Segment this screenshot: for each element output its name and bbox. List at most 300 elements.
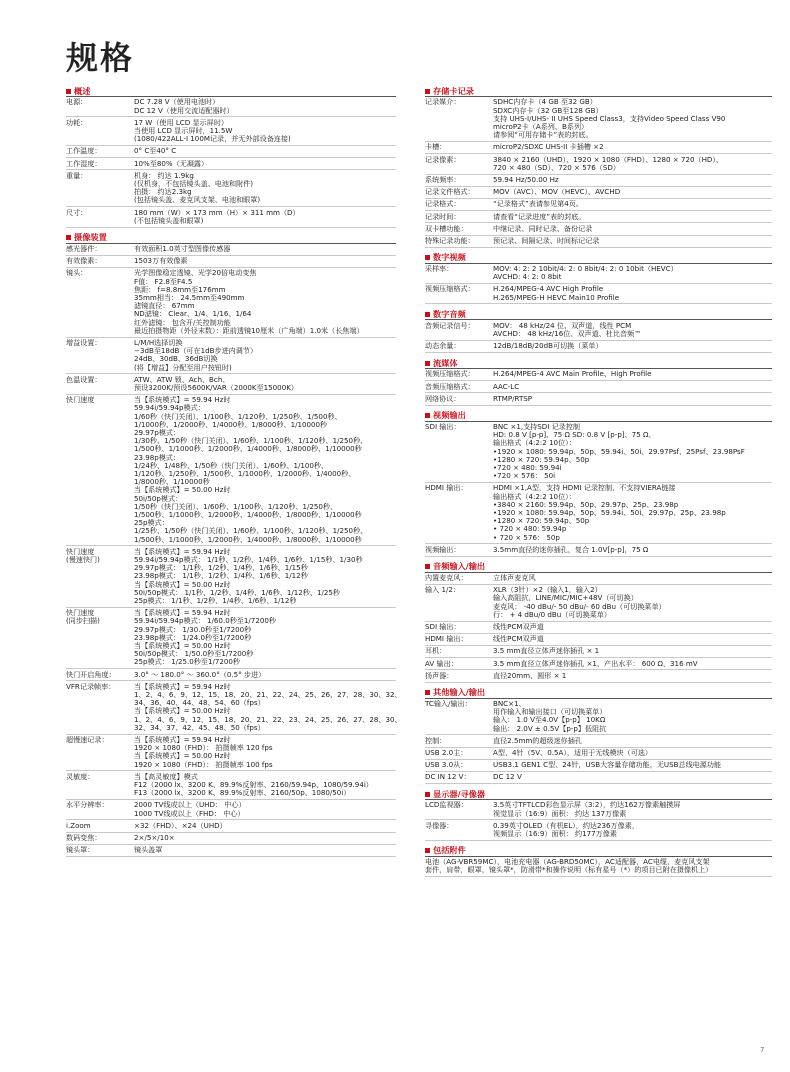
spec-value-line: H.264/MPEG-4 AVC Main Profile、High Profile: [493, 369, 652, 379]
spec-label: 网络协议：: [425, 393, 461, 403]
spec-value: [493, 737, 772, 745]
spec-row: [425, 735, 772, 747]
spec-value-line: ND滤镜： Clear、1/4、1/16、1/64: [134, 309, 252, 319]
spec-value-line: BNC×1、: [493, 698, 526, 708]
spec-row: [425, 622, 772, 634]
section-title: [425, 562, 772, 573]
spec-label: 特殊记录功能：: [425, 235, 475, 245]
spec-value-line: 1/1000秒、1/2000秒、1/4000秒、1/8000秒、1/10000秒: [134, 419, 328, 429]
spec-value-line: •720 × 576： 50i: [493, 471, 556, 481]
page-number: 7: [760, 1046, 765, 1054]
spec-label: 采样率：: [425, 264, 454, 274]
section-title: [425, 789, 772, 800]
spec-value-line: 29.97p模式： 1/1秒、1/2秒、1/4秒、1/6秒、1/15秒: [134, 563, 308, 573]
spec-value-line: 25p模式： 1/25.0秒至1/7200秒: [134, 657, 241, 667]
spec-value: [134, 339, 396, 372]
spec-label: 有效像素：: [66, 256, 102, 266]
spec-section: [425, 688, 772, 785]
spec-value: [134, 257, 396, 265]
spec-value-line: • 720 × 576： 50p: [493, 532, 560, 542]
spec-section: [425, 358, 772, 406]
spec-value: [493, 285, 772, 301]
spec-value-line: 视频显示（16:9）面积： 约177万像素: [493, 829, 617, 839]
spec-value: [134, 160, 396, 168]
spec-value-line: •1280 × 720: 59.94p、50p: [493, 516, 590, 526]
spec-value-line: 中继记录、同时记录、备份记录: [493, 223, 593, 233]
spec-value: [493, 700, 772, 733]
spec-value-line: XLR（3针）×2（输入1，输入2）: [493, 585, 602, 595]
spec-label: USB 2.0主：: [425, 747, 468, 757]
spec-value-line: microP2卡（A系列、B系列）: [493, 122, 589, 131]
spec-value-line: 当【系统模式】= 59.94 Hz时: [134, 395, 231, 405]
spec-row: [425, 393, 772, 405]
spec-value: [134, 773, 396, 798]
spec-value-line: 23.98p模式：: [134, 452, 181, 462]
spec-value: [493, 156, 772, 172]
spec-value-line: AAC-LC: [493, 381, 520, 391]
section-marker-icon: [425, 564, 430, 569]
section-marker-icon: [425, 792, 430, 797]
spec-value: [493, 188, 772, 196]
section-marker-icon: [425, 255, 430, 260]
section-marker-icon: [66, 89, 71, 94]
spec-row: [425, 634, 772, 646]
spec-value-line: DC 12 V（使用交流适配器时）: [134, 105, 234, 115]
spec-value-line: 立体声麦克风: [493, 573, 536, 583]
spec-value-line: 1/30秒、1/50秒（快门关闭）、1/60秒、1/100秒、1/120秒、1/250秒、: [134, 436, 368, 446]
spec-label: 记录文件格式：: [425, 187, 475, 197]
spec-value-line: 当【系统模式】= 50.00 Hz时: [134, 579, 231, 589]
spec-label: 感光器件：: [66, 243, 102, 253]
spec-value-line: 2000 TV线或以上（UHD： 中心）: [134, 800, 246, 810]
spec-value-line: 1、2、4、6、9、12、15、18、20、21、22、23、24、25、26、27、28、30、: [134, 714, 402, 724]
spec-row: [425, 97, 772, 142]
spec-value-line: 1/500秒、1/1000秒、1/2000秒、1/4000秒、1/8000秒、1/10000秒: [134, 509, 362, 519]
spec-label: i.Zoom: [66, 820, 91, 830]
spec-value-line: ×32（FHD）、×24（UHD）: [134, 820, 227, 830]
spec-section: [66, 232, 402, 857]
spec-row: [66, 146, 396, 158]
spec-value: [493, 635, 772, 643]
spec-row: [425, 800, 772, 820]
section-title-text: 音频输入/输出: [433, 561, 486, 572]
spec-value-line: A型、4针（5V、0.5A），适用于无线模块（可选）: [493, 747, 653, 757]
spec-section: [425, 253, 772, 305]
spec-value-line: 34、36、40、44、48、54、60（fps）: [134, 698, 265, 708]
spec-value: [134, 671, 396, 679]
spec-value-line: 当【系统模式】= 59.94 Hz时: [134, 546, 231, 556]
spec-value-line: 59.94i/59.94p模式： 1/1秒、1/2秒、1/4秒、1/6秒、1/15秒、1/30秒: [134, 554, 363, 564]
spec-label: 尺寸：: [66, 207, 88, 217]
spec-value: [493, 761, 772, 769]
spec-value-line: (将【增益】分配至用户按钮时): [134, 362, 232, 372]
spec-label: 电源：: [66, 97, 88, 107]
spec-label: 镜头：: [66, 268, 88, 278]
spec-row: [66, 97, 396, 117]
spec-value-line: 1/120秒、1/250秒、1/500秒、1/1000秒、1/2000秒、1/4000秒、: [134, 468, 356, 478]
spec-value-line: 最近拍摄物距（外径末数）：距前透镜10厘米（广角端）1.0米（长焦端）: [134, 325, 364, 335]
spec-row: [66, 771, 396, 800]
spec-value-line: (包括镜头盖、麦克风支架、电池和眼罩): [134, 195, 261, 205]
spec-value-line: 焦距： f=8.8mm至176mm: [134, 284, 226, 294]
spec-value-line: −3dB至18dB（可在1dB步进内调节）: [134, 346, 258, 356]
spec-label: 超慢速记录：: [66, 734, 109, 744]
section-title: [425, 309, 772, 320]
spec-row: [425, 646, 772, 658]
spec-value-line: F13（2000 lx、3200 K、89.9%反射率、2160/50p、1080/50i）: [134, 788, 351, 798]
spec-value-line: HDMI ×1,A型，支持 HDMI 记录控制，不支持VIERA链接: [493, 483, 676, 493]
spec-row: [66, 845, 396, 857]
spec-row: [425, 422, 772, 483]
spec-value: [425, 858, 772, 874]
spec-row: [66, 374, 396, 394]
spec-label: TC输入/输出：: [425, 698, 472, 708]
spec-label: 快门开启角度：: [66, 669, 116, 679]
spec-row: [425, 670, 772, 682]
spec-value-line: 输入高阻抗，LINE/MIC/MIC+48V（可切换）: [493, 593, 638, 603]
spec-value: [493, 423, 772, 480]
spec-value: [493, 200, 772, 208]
spec-row: [425, 820, 772, 840]
spec-label: 视频压缩格式：: [425, 369, 475, 379]
spec-value-line: 输出： 2.0V ± 0.5V【p-p】低阻抗: [493, 723, 607, 733]
spec-row: [66, 170, 396, 207]
spec-value: [493, 660, 772, 668]
spec-value: [493, 773, 772, 781]
spec-row: [66, 820, 396, 832]
spec-label: 工作温度：: [66, 146, 102, 156]
spec-value-line: 滤镜直径： 67mm: [134, 301, 195, 311]
spec-value: [493, 176, 772, 184]
spec-value: [493, 383, 772, 391]
spec-row: [425, 772, 772, 784]
spec-value: [134, 245, 396, 253]
spec-value-line: 预设3200K/预设5600K/VAR（2000K至15000K）: [134, 382, 298, 392]
spec-value-line: 1/500秒、1/1000秒、1/2000秒、1/4000秒、1/8000秒、1/10000秒: [134, 444, 362, 454]
spec-value-line: microP2/SDXC UHS-II 卡插槽 ×2: [493, 142, 604, 152]
spec-value-line: •720 × 480: 59.94i: [493, 463, 562, 473]
spec-value-line: 请查看“记录进度”表的封底。: [493, 211, 586, 221]
spec-value: [493, 647, 772, 655]
spec-value-line: 输入： 1.0 V至4.0V【p-p】 10KΩ: [493, 715, 606, 725]
spec-section: [425, 309, 772, 353]
spec-value-line: 拍摄： 约达2.3kg: [134, 187, 192, 197]
spec-section: [425, 562, 772, 683]
spec-value: [493, 225, 772, 233]
spec-value-line: H.265/MPEG-H HEVC Main10 Profile: [493, 292, 620, 302]
spec-value: [134, 548, 396, 605]
spec-value-line: AVCHD： 48 kHz/16位、双声道、杜比音频™: [493, 329, 642, 339]
spec-label: 寻像器：: [425, 820, 454, 830]
spec-label: SDI 输出：: [425, 622, 461, 631]
spec-value-line: • 720 × 480: 59.94p: [493, 524, 567, 534]
spec-row: [425, 857, 772, 877]
spec-row: [425, 658, 772, 670]
spec-value-line: (1080/422ALL-I 100M记录，并无外部设备连接): [134, 134, 291, 144]
spec-label: DC IN 12 V：: [425, 772, 471, 782]
spec-value: [134, 98, 396, 114]
spec-value-line: 3840 × 2160（UHD）、1920 × 1080（FHD）、1280 × 720（HD）、: [493, 154, 724, 164]
spec-value-line: RTMP/RTSP: [493, 393, 533, 403]
spec-value: [134, 119, 396, 144]
spec-value-line: 支持 UHS-I/UHS- II UHS Speed Class3，支持Video Speed Class V90: [493, 113, 726, 123]
spec-row: [66, 800, 396, 820]
spec-value-line: 1920 × 1080（FHD）： 拍摄帧率 100 fps: [134, 759, 273, 769]
spec-row: [66, 117, 396, 146]
spec-value: [134, 822, 396, 830]
spec-value-line: 50i/50p模式：: [134, 493, 183, 503]
spec-label: 快门速度: [66, 395, 95, 405]
spec-label: 系统频率：: [425, 174, 461, 184]
section-title-text: 显示器/寻像器: [433, 788, 486, 799]
spec-value-line: 29.97p模式： 1/30.0秒至1/7200秒: [134, 624, 252, 634]
spec-value-line: 50i/50p模式： 1/1秒、1/2秒、1/4秒、1/6秒、1/12秒、1/25秒: [134, 587, 341, 597]
spec-row: [66, 268, 396, 338]
spec-value-line: 3.5英寸TFTLCD彩色显示屏（3:2），约达162万像素触摸屏: [493, 800, 681, 810]
spec-value-line: SDXC内存卡（32 GB至128 GB）: [493, 105, 603, 115]
section-title-text: 流媒体: [433, 357, 458, 368]
spec-value: [493, 342, 772, 350]
spec-value-line: 1/60秒（快门关闭）、1/100秒、1/120秒、1/250秒、1/500秒、: [134, 411, 342, 421]
spec-value-line: 镜头盖罩: [134, 845, 163, 855]
spec-value: [134, 736, 396, 769]
section-marker-icon: [425, 413, 430, 418]
spec-value: [134, 834, 396, 842]
spec-row: [425, 483, 772, 544]
spec-label: 视频输出：: [425, 544, 461, 554]
spec-value: [134, 846, 396, 854]
spec-value-line: AVCHD: 4: 2: 0 8bit: [493, 272, 562, 282]
section-title: [425, 253, 772, 264]
spec-row: [66, 669, 396, 681]
spec-row: [425, 341, 772, 353]
spec-label: 输入 1/2：: [425, 585, 460, 595]
spec-value: [134, 609, 396, 666]
section-title-text: 存储卡记录: [433, 85, 474, 96]
section-title: [425, 86, 772, 97]
spec-value-line: 麦克风： -40 dBu/- 50 dBu/- 60 dBu（可切换菜单）: [493, 601, 666, 611]
spec-value-line: 0.39英寸OLED（有机EL），约达236万像素，: [493, 820, 639, 830]
spec-label: HDMI 输出：: [425, 634, 468, 644]
spec-label: 快门速度 (同步扫描): [66, 608, 100, 626]
spec-value-line: 10%至80%（无凝露）: [134, 158, 209, 168]
spec-row: [66, 244, 396, 256]
spec-value-line: •3840 × 2160: 59.94p、50p、29.97p、25p、23.98p: [493, 499, 679, 509]
spec-value: [493, 213, 772, 221]
spec-value-line: 59.94 Hz/50.00 Hz: [493, 174, 559, 184]
spec-value-line: 红外滤镜： 包含开/关控制功能: [134, 317, 231, 327]
spec-value-line: 线性PCM双声道: [493, 634, 544, 644]
spec-value-line: 12dB/18dB/20dB可切换（菜单）: [493, 341, 603, 351]
spec-value-line: 1/50秒（快门关闭）、1/60秒、1/100秒、1/120秒、1/250秒、: [134, 501, 338, 511]
spec-label: 动态余量：: [425, 341, 461, 351]
spec-label: 音频记录信号：: [425, 320, 475, 330]
spec-label: 音频压缩格式：: [425, 381, 475, 391]
spec-label: HDMI 输出：: [425, 483, 468, 493]
spec-value-line: (仅机身，不包括镜头盖、电池和附件): [134, 178, 254, 188]
spec-value: [493, 574, 772, 582]
spec-value-line: 23.98p模式： 1/1秒、1/2秒、1/4秒、1/6秒、1/12秒: [134, 571, 308, 581]
spec-label: 双卡槽功能：: [425, 223, 468, 233]
spec-value-line: USB3.1 GEN1 C型、24针，USB大容量存储功能，无USB总线电源功能: [493, 760, 722, 770]
spec-value-line: 1920 × 1080（FHD）： 拍摄帧率 120 fps: [134, 743, 273, 753]
spec-row: [425, 187, 772, 199]
section-marker-icon: [425, 690, 430, 695]
spec-value-line: BNC ×1,支持SDI 记录控制: [493, 422, 580, 432]
spec-value-line: 线性PCM双声道: [493, 622, 544, 631]
spec-row: [425, 264, 772, 284]
spec-label: 卡槽：: [425, 142, 447, 152]
section-title: [425, 358, 772, 369]
spec-value: [134, 396, 396, 544]
section-marker-icon: [425, 848, 430, 853]
spec-value: [493, 586, 772, 619]
spec-label: 控制：: [425, 735, 447, 745]
section-title: [425, 688, 772, 699]
spec-value-line: 当【系统模式】= 59.94 Hz时: [134, 608, 231, 618]
section-title-text: 包括附件: [433, 845, 466, 856]
spec-value-line: 当【系统模式】= 50.00 Hz时: [134, 706, 231, 716]
spec-value: [493, 370, 772, 378]
spec-value-line: 3.0° ～ 180.0° ～ 360.0°（0.5° 步进）: [134, 669, 266, 679]
spec-label: 数码变焦：: [66, 832, 102, 842]
spec-value-line: 当【系统模式】= 59.94 Hz时: [134, 681, 231, 691]
section-marker-icon: [425, 89, 430, 94]
spec-row: [425, 284, 772, 304]
spec-row: [425, 223, 772, 235]
spec-value: [493, 484, 772, 541]
spec-value-line: 23.98p模式： 1/24.0秒至1/7200秒: [134, 632, 252, 642]
spec-row: [425, 699, 772, 736]
spec-label: 耳机：: [425, 646, 447, 656]
section-title-text: 摄像装置: [74, 232, 107, 243]
spec-value-line: 视觉显示（16:9）面积： 约达 137万像素: [493, 808, 627, 818]
spec-value-line: 电池（AG-VBR59MC），电池充电器（AG-BRD50MC），AC适配器，AC电缆，麦克风支架: [425, 857, 710, 867]
spec-value: [493, 322, 772, 338]
spec-row: [66, 681, 402, 734]
spec-value: [493, 143, 772, 151]
spec-value-line: 3.5mm直径的迷你插孔，复合 1.0V[p-p]，75 Ω: [493, 544, 649, 554]
spec-value-line: 1/500秒、1/1000秒、1/2000秒、1/4000秒、1/8000秒、1/10000秒: [134, 534, 362, 544]
spec-value-line: 1/24秒、1/48秒、1/50秒（快门关闭）、1/60秒、1/100秒、: [134, 460, 329, 470]
spec-value: [493, 801, 772, 817]
spec-value-line: 32、34、37、42、45、48、50（fps）: [134, 722, 265, 732]
spec-label: 重量：: [66, 170, 88, 180]
spec-value-line: 当【高灵敏度】模式: [134, 771, 198, 781]
spec-row: [425, 211, 772, 223]
spec-value: [134, 147, 396, 155]
spec-row: [425, 573, 772, 585]
spec-value-line: MOV（AVC）、MOV（HEVC）、AVCHD: [493, 187, 621, 197]
spec-value-line: 1、2、4、6、9、12、15、18、20、21、22、24、25、26、27、28、30、32、: [134, 689, 402, 699]
spec-value: [493, 546, 772, 554]
spec-value: [134, 801, 396, 817]
spec-row: [425, 369, 772, 381]
spec-value-line: H.264/MPEG-4 AVC High Profile: [493, 284, 604, 294]
spec-value-line: 59.94i/59.94p模式：: [134, 403, 205, 413]
spec-value-line: (不包括镜头盖和眼罩): [134, 215, 204, 225]
spec-value-line: 50i/50p模式： 1/50.0秒至1/7200秒: [134, 649, 254, 659]
spec-value-line: SDHC内存卡（4 GB 至32 GB）: [493, 97, 597, 107]
spec-label: 增益设置：: [66, 337, 102, 347]
spec-value-line: HD: 0.8 V [p-p]、75 Ω SD: 0.8 V [p-p]、75 Ω、: [493, 430, 656, 440]
spec-label: 扬声器：: [425, 670, 454, 680]
spec-value-line: 59.94i/59.94p模式： 1/60.0秒至1/7200秒: [134, 616, 276, 626]
spec-label: 色温设置：: [66, 374, 102, 384]
spec-value-line: 用作输入和输出接口（可切换菜单）: [493, 707, 607, 717]
spec-row: [425, 760, 772, 772]
section-title-text: 概述: [74, 85, 91, 96]
spec-value-line: 当【系统模式】= 50.00 Hz时: [134, 485, 231, 495]
spec-value-line: 当【系统模式】= 59.94 Hz时: [134, 734, 231, 744]
spec-label: 内置麦克风：: [425, 573, 468, 583]
spec-label: 视频压缩格式：: [425, 284, 475, 294]
spec-value: [493, 237, 772, 245]
spec-value-line: 1503万有效像素: [134, 256, 188, 266]
spec-row: [425, 199, 772, 211]
spec-value-line: L/M/H选择切换: [134, 337, 183, 347]
spec-value-line: 1/25秒、1/50秒（快门关闭）、1/60秒、1/100秒、1/120秒、1/250秒、: [134, 526, 368, 536]
spec-label: 灵敏度：: [66, 771, 95, 781]
spec-value-line: 直径2.5mm的超级迷你插孔: [493, 735, 582, 745]
spec-value-line: “记录格式”表请参见第4页。: [493, 199, 583, 209]
spec-label: VFR记录帧率：: [66, 681, 116, 691]
spec-value: [493, 749, 772, 757]
spec-value-line: 直径20mm、圆形 × 1: [493, 670, 567, 680]
spec-row: [425, 381, 772, 393]
spec-value-line: 17 W（使用 LCD 显示屏时）: [134, 117, 228, 127]
spec-label: SDI 输出：: [425, 422, 461, 432]
spec-row: [425, 142, 772, 154]
spec-row: [66, 735, 396, 772]
spec-row: [66, 256, 396, 268]
spec-row: [425, 748, 772, 760]
spec-value-line: 机身： 约达 1.9kg: [134, 170, 194, 180]
spec-value-line: 24dB、30dB、36dB切换: [134, 354, 218, 364]
spec-row: [66, 546, 396, 607]
spec-value-line: 当【系统模式】= 50.00 Hz时: [134, 751, 231, 761]
section-title-text: 数字视频: [433, 252, 466, 263]
spec-value-line: DC 12 V: [493, 772, 522, 782]
spec-row: [66, 395, 396, 547]
spec-row: [425, 236, 772, 248]
spec-label: 快门速度 (慢速快门): [66, 546, 100, 564]
section-title: [425, 846, 772, 857]
section-title: [66, 233, 396, 244]
spec-value-line: 3.5 mm直径立体声迷你插孔 × 1: [493, 646, 600, 656]
spec-value-line: ATW、ATW 锁、Ach、Bch、: [134, 374, 230, 384]
spec-value-line: 光学图像稳定透镜、光学20倍电动变焦: [134, 268, 257, 278]
spec-value: [493, 672, 772, 680]
spec-row: [425, 175, 772, 187]
spec-label: 记录格式：: [425, 199, 461, 209]
spec-value-line: 25p模式： 1/1秒、1/2秒、1/4秒、1/6秒、1/12秒: [134, 595, 297, 605]
spec-row: [66, 608, 396, 669]
spec-value-line: 请参阅“可用存储卡”表的封底。: [493, 130, 593, 140]
spec-value-line: 25p模式：: [134, 518, 169, 528]
section-title-text: 数字音频: [433, 308, 466, 319]
spec-value-line: 35mm相当： 24.5mm至490mm: [134, 292, 245, 302]
spec-row: [425, 154, 772, 174]
spec-value-line: 1/8000秒、1/10000秒: [134, 477, 210, 487]
spec-value-line: 套件，肩带，眼罩，镜头罩*，防滑带*和操作说明（标有星号（*）的项目已附在摄像机上）: [425, 865, 713, 875]
section-title-text: 其他输入/输出: [433, 687, 486, 698]
spec-label: 记录像素：: [425, 154, 461, 164]
spec-value: [493, 395, 772, 403]
spec-row: [66, 207, 396, 227]
spec-value-line: F值： F2.8至F4.5: [134, 276, 193, 286]
spec-row: [66, 833, 396, 845]
